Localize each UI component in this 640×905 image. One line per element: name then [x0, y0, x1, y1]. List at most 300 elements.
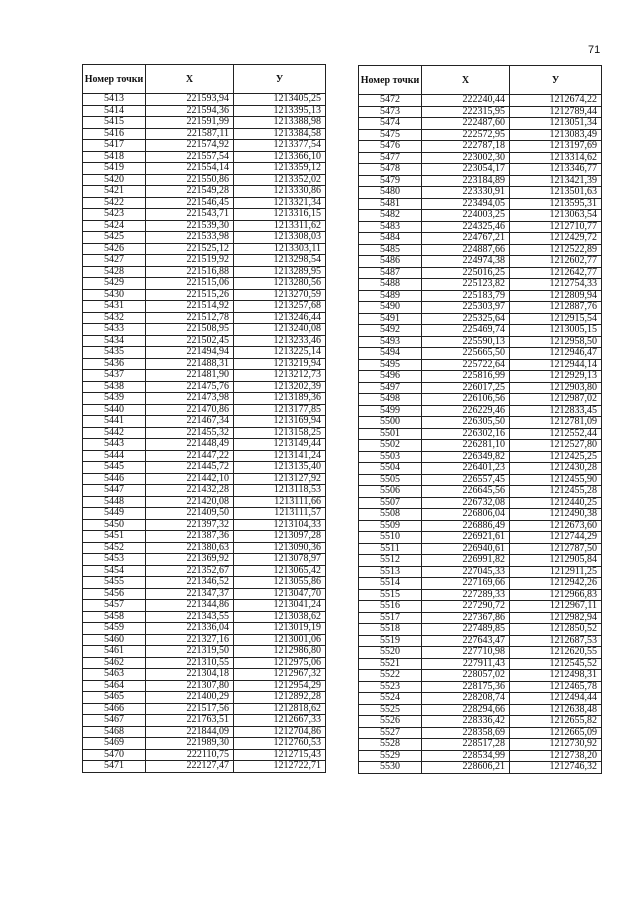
- table-row: [83, 117, 326, 129]
- point-number-cell: 5511: [359, 543, 422, 555]
- point-number-cell: 5518: [359, 624, 422, 636]
- table-row: [83, 347, 326, 359]
- point-number-cell: 5504: [359, 463, 422, 475]
- x-coordinate-cell: 221347,37: [146, 588, 234, 600]
- point-number-cell: 5429: [83, 278, 146, 290]
- y-coordinate-cell: 1213240,08: [234, 324, 326, 336]
- x-coordinate-cell: 228606,21: [422, 762, 510, 774]
- x-coordinate-cell: 223054,17: [422, 164, 510, 176]
- y-coordinate-cell: 1213257,68: [234, 301, 326, 313]
- x-coordinate-cell: 221763,51: [146, 715, 234, 727]
- point-number-cell: 5480: [359, 187, 422, 199]
- y-coordinate-cell: 1212429,72: [510, 233, 602, 245]
- point-number-cell: 5509: [359, 520, 422, 532]
- x-coordinate-cell: 221502,45: [146, 335, 234, 347]
- table-row: [83, 738, 326, 750]
- y-coordinate-cell: 1213233,46: [234, 335, 326, 347]
- point-number-cell: 5525: [359, 704, 422, 716]
- point-number-cell: 5484: [359, 233, 422, 245]
- point-number-cell: 5436: [83, 358, 146, 370]
- y-coordinate-cell: 1212787,50: [510, 543, 602, 555]
- x-coordinate-cell: 221494,94: [146, 347, 234, 359]
- y-coordinate-cell: 1213118,53: [234, 485, 326, 497]
- x-coordinate-cell: 225123,82: [422, 279, 510, 291]
- y-coordinate-cell: 1212430,28: [510, 463, 602, 475]
- x-coordinate-cell: 222315,95: [422, 106, 510, 118]
- point-number-cell: 5502: [359, 440, 422, 452]
- page-number: 71: [588, 44, 601, 56]
- point-number-cell: 5472: [359, 95, 422, 107]
- point-number-cell: 5523: [359, 681, 422, 693]
- point-number-cell: 5467: [83, 715, 146, 727]
- x-coordinate-cell: 221574,92: [146, 140, 234, 152]
- x-coordinate-cell: 221989,30: [146, 738, 234, 750]
- table-row: [83, 669, 326, 681]
- x-coordinate-cell: 221420,08: [146, 496, 234, 508]
- table-row: [359, 95, 602, 107]
- y-coordinate-cell: 1213330,86: [234, 186, 326, 198]
- x-coordinate-cell: 221448,49: [146, 439, 234, 451]
- y-coordinate-cell: 1212455,90: [510, 474, 602, 486]
- point-number-cell: 5478: [359, 164, 422, 176]
- y-coordinate-cell: 1212744,29: [510, 532, 602, 544]
- y-coordinate-cell: 1213289,95: [234, 266, 326, 278]
- y-coordinate-cell: 1212986,80: [234, 646, 326, 658]
- x-coordinate-cell: 228294,66: [422, 704, 510, 716]
- table-row: [83, 232, 326, 244]
- y-coordinate-cell: 1212911,25: [510, 566, 602, 578]
- point-number-cell: 5423: [83, 209, 146, 221]
- point-number-cell: 5447: [83, 485, 146, 497]
- table-row: [83, 600, 326, 612]
- x-coordinate-cell: 226806,04: [422, 509, 510, 521]
- y-coordinate-cell: 1212905,84: [510, 555, 602, 567]
- x-coordinate-cell: 226281,10: [422, 440, 510, 452]
- table-row: [359, 417, 602, 429]
- y-coordinate-cell: 1213104,33: [234, 519, 326, 531]
- point-number-cell: 5517: [359, 612, 422, 624]
- point-number-cell: 5473: [359, 106, 422, 118]
- x-coordinate-cell: 225183,79: [422, 290, 510, 302]
- table-row: [359, 290, 602, 302]
- x-coordinate-cell: 225016,25: [422, 267, 510, 279]
- y-coordinate-cell: 1212746,32: [510, 762, 602, 774]
- y-coordinate-cell: 1213078,97: [234, 554, 326, 566]
- table-row: [83, 542, 326, 554]
- table-row: [83, 174, 326, 186]
- point-number-cell: 5516: [359, 601, 422, 613]
- point-number-cell: 5510: [359, 532, 422, 544]
- point-number-cell: 5421: [83, 186, 146, 198]
- x-coordinate-cell: 225469,74: [422, 325, 510, 337]
- y-coordinate-cell: 1213303,11: [234, 243, 326, 255]
- point-number-cell: 5494: [359, 348, 422, 360]
- y-coordinate-cell: 1212903,80: [510, 382, 602, 394]
- y-coordinate-cell: 1213005,15: [510, 325, 602, 337]
- x-coordinate-cell: 221550,86: [146, 174, 234, 186]
- table-row: [359, 624, 602, 636]
- x-coordinate-cell: 221515,06: [146, 278, 234, 290]
- x-coordinate-cell: 225303,97: [422, 302, 510, 314]
- table-row: [83, 404, 326, 416]
- table-row: [83, 128, 326, 140]
- table-row: [83, 692, 326, 704]
- x-coordinate-cell: 226305,50: [422, 417, 510, 429]
- y-coordinate-cell: 1212818,62: [234, 703, 326, 715]
- y-coordinate-cell: 1212522,89: [510, 244, 602, 256]
- y-coordinate-cell: 1213346,77: [510, 164, 602, 176]
- x-coordinate-cell: 227367,86: [422, 612, 510, 624]
- point-number-cell: 5521: [359, 658, 422, 670]
- table-row: [359, 601, 602, 613]
- point-number-cell: 5499: [359, 405, 422, 417]
- point-number-cell: 5463: [83, 669, 146, 681]
- y-coordinate-cell: 1212975,06: [234, 657, 326, 669]
- y-coordinate-cell: 1213047,70: [234, 588, 326, 600]
- y-coordinate-cell: 1213359,12: [234, 163, 326, 175]
- table-row: [359, 716, 602, 728]
- x-coordinate-cell: 227045,33: [422, 566, 510, 578]
- header-y: У: [510, 66, 602, 95]
- table-row: [83, 220, 326, 232]
- x-coordinate-cell: 221554,14: [146, 163, 234, 175]
- point-number-cell: 5437: [83, 370, 146, 382]
- y-coordinate-cell: 1213038,62: [234, 611, 326, 623]
- point-number-cell: 5440: [83, 404, 146, 416]
- x-coordinate-cell: 226732,08: [422, 497, 510, 509]
- table-row: [83, 301, 326, 313]
- y-coordinate-cell: 1212687,53: [510, 635, 602, 647]
- y-coordinate-cell: 1212704,86: [234, 726, 326, 738]
- x-coordinate-cell: 221336,04: [146, 623, 234, 635]
- table-row: [359, 486, 602, 498]
- point-number-cell: 5452: [83, 542, 146, 554]
- coordinates-table-right: [358, 65, 602, 774]
- x-coordinate-cell: 221512,78: [146, 312, 234, 324]
- y-coordinate-cell: 1213421,39: [510, 175, 602, 187]
- point-number-cell: 5488: [359, 279, 422, 291]
- point-number-cell: 5476: [359, 141, 422, 153]
- x-coordinate-cell: 221539,30: [146, 220, 234, 232]
- table-row: [359, 440, 602, 452]
- table-row: [359, 566, 602, 578]
- x-coordinate-cell: 221455,32: [146, 427, 234, 439]
- point-number-cell: 5522: [359, 670, 422, 682]
- y-coordinate-cell: 1213501,63: [510, 187, 602, 199]
- y-coordinate-cell: 1213158,25: [234, 427, 326, 439]
- y-coordinate-cell: 1213321,34: [234, 197, 326, 209]
- x-coordinate-cell: 221319,50: [146, 646, 234, 658]
- table-row: [83, 646, 326, 658]
- x-coordinate-cell: 226229,46: [422, 405, 510, 417]
- x-coordinate-cell: 223494,05: [422, 198, 510, 210]
- x-coordinate-cell: 223002,30: [422, 152, 510, 164]
- x-coordinate-cell: 221397,32: [146, 519, 234, 531]
- x-coordinate-cell: 226645,56: [422, 486, 510, 498]
- x-coordinate-cell: 221587,11: [146, 128, 234, 140]
- point-number-cell: 5448: [83, 496, 146, 508]
- y-coordinate-cell: 1213314,62: [510, 152, 602, 164]
- point-number-cell: 5508: [359, 509, 422, 521]
- table-row: [359, 497, 602, 509]
- y-coordinate-cell: 1213308,03: [234, 232, 326, 244]
- table-row: [359, 118, 602, 130]
- point-number-cell: 5482: [359, 210, 422, 222]
- x-coordinate-cell: 225665,50: [422, 348, 510, 360]
- point-number-cell: 5500: [359, 417, 422, 429]
- point-number-cell: 5487: [359, 267, 422, 279]
- y-coordinate-cell: 1212954,29: [234, 680, 326, 692]
- table-row: [359, 129, 602, 141]
- y-coordinate-cell: 1212545,52: [510, 658, 602, 670]
- x-coordinate-cell: 221594,36: [146, 105, 234, 117]
- table-row: [83, 565, 326, 577]
- x-coordinate-cell: 228057,02: [422, 670, 510, 682]
- x-coordinate-cell: 224767,21: [422, 233, 510, 245]
- point-number-cell: 5466: [83, 703, 146, 715]
- table-row: [359, 267, 602, 279]
- table-row: [359, 520, 602, 532]
- x-coordinate-cell: 227489,85: [422, 624, 510, 636]
- point-number-cell: 5493: [359, 336, 422, 348]
- table-row: [359, 474, 602, 486]
- table-row: [359, 302, 602, 314]
- y-coordinate-cell: 1212674,22: [510, 95, 602, 107]
- y-coordinate-cell: 1212552,44: [510, 428, 602, 440]
- y-coordinate-cell: 1212892,28: [234, 692, 326, 704]
- point-number-cell: 5454: [83, 565, 146, 577]
- x-coordinate-cell: 226401,23: [422, 463, 510, 475]
- x-coordinate-cell: 224974,38: [422, 256, 510, 268]
- point-number-cell: 5513: [359, 566, 422, 578]
- table-row: [83, 151, 326, 163]
- table-row: [83, 393, 326, 405]
- table-row: [83, 473, 326, 485]
- point-number-cell: 5459: [83, 623, 146, 635]
- x-coordinate-cell: 227169,66: [422, 578, 510, 590]
- y-coordinate-cell: 1212942,26: [510, 578, 602, 590]
- header-y: У: [234, 65, 326, 94]
- x-coordinate-cell: 228358,69: [422, 727, 510, 739]
- point-number-cell: 5456: [83, 588, 146, 600]
- y-coordinate-cell: 1212738,20: [510, 750, 602, 762]
- table-row: [83, 255, 326, 267]
- point-number-cell: 5465: [83, 692, 146, 704]
- table-row: [359, 635, 602, 647]
- table-row: [83, 761, 326, 773]
- y-coordinate-cell: 1213197,69: [510, 141, 602, 153]
- x-coordinate-cell: 225590,13: [422, 336, 510, 348]
- table-row: [83, 577, 326, 589]
- x-coordinate-cell: 221508,95: [146, 324, 234, 336]
- x-coordinate-cell: 221514,92: [146, 301, 234, 313]
- y-coordinate-cell: 1212809,94: [510, 290, 602, 302]
- x-coordinate-cell: 225816,99: [422, 371, 510, 383]
- y-coordinate-cell: 1212730,92: [510, 739, 602, 751]
- y-coordinate-cell: 1212929,13: [510, 371, 602, 383]
- header-x: X: [422, 66, 510, 95]
- table-row: [359, 244, 602, 256]
- y-coordinate-cell: 1212760,53: [234, 738, 326, 750]
- y-coordinate-cell: 1213202,39: [234, 381, 326, 393]
- header-point-number: Номер точки: [83, 65, 146, 94]
- point-number-cell: 5519: [359, 635, 422, 647]
- y-coordinate-cell: 1213388,98: [234, 117, 326, 129]
- x-coordinate-cell: 221327,16: [146, 634, 234, 646]
- table-row: [359, 589, 602, 601]
- y-coordinate-cell: 1212982,94: [510, 612, 602, 624]
- y-coordinate-cell: 1212967,11: [510, 601, 602, 613]
- x-coordinate-cell: 221517,56: [146, 703, 234, 715]
- x-coordinate-cell: 227911,43: [422, 658, 510, 670]
- x-coordinate-cell: 226557,45: [422, 474, 510, 486]
- table-row: [83, 358, 326, 370]
- table-row: [83, 370, 326, 382]
- table-row: [359, 463, 602, 475]
- table-row: [83, 554, 326, 566]
- point-number-cell: 5415: [83, 117, 146, 129]
- y-coordinate-cell: 1213189,36: [234, 393, 326, 405]
- x-coordinate-cell: 221352,67: [146, 565, 234, 577]
- x-coordinate-cell: 226302,16: [422, 428, 510, 440]
- y-coordinate-cell: 1213177,85: [234, 404, 326, 416]
- x-coordinate-cell: 227289,33: [422, 589, 510, 601]
- x-coordinate-cell: 226106,56: [422, 394, 510, 406]
- x-coordinate-cell: 222787,18: [422, 141, 510, 153]
- y-coordinate-cell: 1213019,19: [234, 623, 326, 635]
- point-number-cell: 5439: [83, 393, 146, 405]
- point-number-cell: 5446: [83, 473, 146, 485]
- x-coordinate-cell: 221432,28: [146, 485, 234, 497]
- table-row: [359, 325, 602, 337]
- x-coordinate-cell: 223184,89: [422, 175, 510, 187]
- point-number-cell: 5492: [359, 325, 422, 337]
- y-coordinate-cell: 1212642,77: [510, 267, 602, 279]
- point-number-cell: 5481: [359, 198, 422, 210]
- point-number-cell: 5528: [359, 739, 422, 751]
- table-row: [359, 256, 602, 268]
- x-coordinate-cell: 226921,61: [422, 532, 510, 544]
- y-coordinate-cell: 1212722,71: [234, 761, 326, 773]
- point-number-cell: 5457: [83, 600, 146, 612]
- table-row: [83, 427, 326, 439]
- point-number-cell: 5485: [359, 244, 422, 256]
- point-number-cell: 5450: [83, 519, 146, 531]
- table-row: [359, 210, 602, 222]
- y-coordinate-cell: 1213280,56: [234, 278, 326, 290]
- point-number-cell: 5433: [83, 324, 146, 336]
- x-coordinate-cell: 221533,98: [146, 232, 234, 244]
- y-coordinate-cell: 1213595,31: [510, 198, 602, 210]
- x-coordinate-cell: 226017,25: [422, 382, 510, 394]
- y-coordinate-cell: 1212602,77: [510, 256, 602, 268]
- point-number-cell: 5424: [83, 220, 146, 232]
- y-coordinate-cell: 1212915,54: [510, 313, 602, 325]
- point-number-cell: 5462: [83, 657, 146, 669]
- y-coordinate-cell: 1212490,38: [510, 509, 602, 521]
- table-row: [359, 394, 602, 406]
- table-row: [83, 163, 326, 175]
- point-number-cell: 5505: [359, 474, 422, 486]
- point-number-cell: 5420: [83, 174, 146, 186]
- point-number-cell: 5418: [83, 151, 146, 163]
- point-number-cell: 5430: [83, 289, 146, 301]
- point-number-cell: 5413: [83, 94, 146, 106]
- y-coordinate-cell: 1213097,28: [234, 531, 326, 543]
- x-coordinate-cell: 224887,66: [422, 244, 510, 256]
- point-number-cell: 5460: [83, 634, 146, 646]
- point-number-cell: 5451: [83, 531, 146, 543]
- y-coordinate-cell: 1212498,31: [510, 670, 602, 682]
- x-coordinate-cell: 226991,82: [422, 555, 510, 567]
- x-coordinate-cell: 221516,88: [146, 266, 234, 278]
- x-coordinate-cell: 228208,74: [422, 693, 510, 705]
- y-coordinate-cell: 1213366,10: [234, 151, 326, 163]
- point-number-cell: 5507: [359, 497, 422, 509]
- table-row: [83, 243, 326, 255]
- y-coordinate-cell: 1213311,62: [234, 220, 326, 232]
- table-header-row: [83, 65, 326, 94]
- table-row: [359, 509, 602, 521]
- point-number-cell: 5445: [83, 462, 146, 474]
- y-coordinate-cell: 1213225,14: [234, 347, 326, 359]
- x-coordinate-cell: 222487,60: [422, 118, 510, 130]
- y-coordinate-cell: 1212665,09: [510, 727, 602, 739]
- table-row: [83, 439, 326, 451]
- header-x: X: [146, 65, 234, 94]
- point-number-cell: 5458: [83, 611, 146, 623]
- x-coordinate-cell: 224003,25: [422, 210, 510, 222]
- point-number-cell: 5527: [359, 727, 422, 739]
- y-coordinate-cell: 1212620,55: [510, 647, 602, 659]
- table-row: [359, 313, 602, 325]
- y-coordinate-cell: 1212465,78: [510, 681, 602, 693]
- point-number-cell: 5438: [83, 381, 146, 393]
- table-row: [359, 647, 602, 659]
- y-coordinate-cell: 1213377,54: [234, 140, 326, 152]
- x-coordinate-cell: 221409,50: [146, 508, 234, 520]
- table-row: [359, 164, 602, 176]
- point-number-cell: 5503: [359, 451, 422, 463]
- table-row: [359, 175, 602, 187]
- x-coordinate-cell: 221557,54: [146, 151, 234, 163]
- x-coordinate-cell: 221525,12: [146, 243, 234, 255]
- x-coordinate-cell: 222572,95: [422, 129, 510, 141]
- y-coordinate-cell: 1212946,47: [510, 348, 602, 360]
- point-number-cell: 5455: [83, 577, 146, 589]
- table-row: [359, 555, 602, 567]
- table-row: [359, 221, 602, 233]
- x-coordinate-cell: 221470,86: [146, 404, 234, 416]
- y-coordinate-cell: 1213246,44: [234, 312, 326, 324]
- x-coordinate-cell: 228175,36: [422, 681, 510, 693]
- y-coordinate-cell: 1213212,73: [234, 370, 326, 382]
- point-number-cell: 5444: [83, 450, 146, 462]
- table-row: [83, 94, 326, 106]
- table-row: [83, 657, 326, 669]
- table-row: [83, 680, 326, 692]
- point-number-cell: 5477: [359, 152, 422, 164]
- y-coordinate-cell: 1212638,48: [510, 704, 602, 716]
- x-coordinate-cell: 221442,10: [146, 473, 234, 485]
- table-row: [359, 405, 602, 417]
- table-row: [83, 381, 326, 393]
- x-coordinate-cell: 225722,64: [422, 359, 510, 371]
- x-coordinate-cell: 227643,47: [422, 635, 510, 647]
- table-row: [83, 186, 326, 198]
- table-row: [359, 106, 602, 118]
- header-point-number: Номер точки: [359, 66, 422, 95]
